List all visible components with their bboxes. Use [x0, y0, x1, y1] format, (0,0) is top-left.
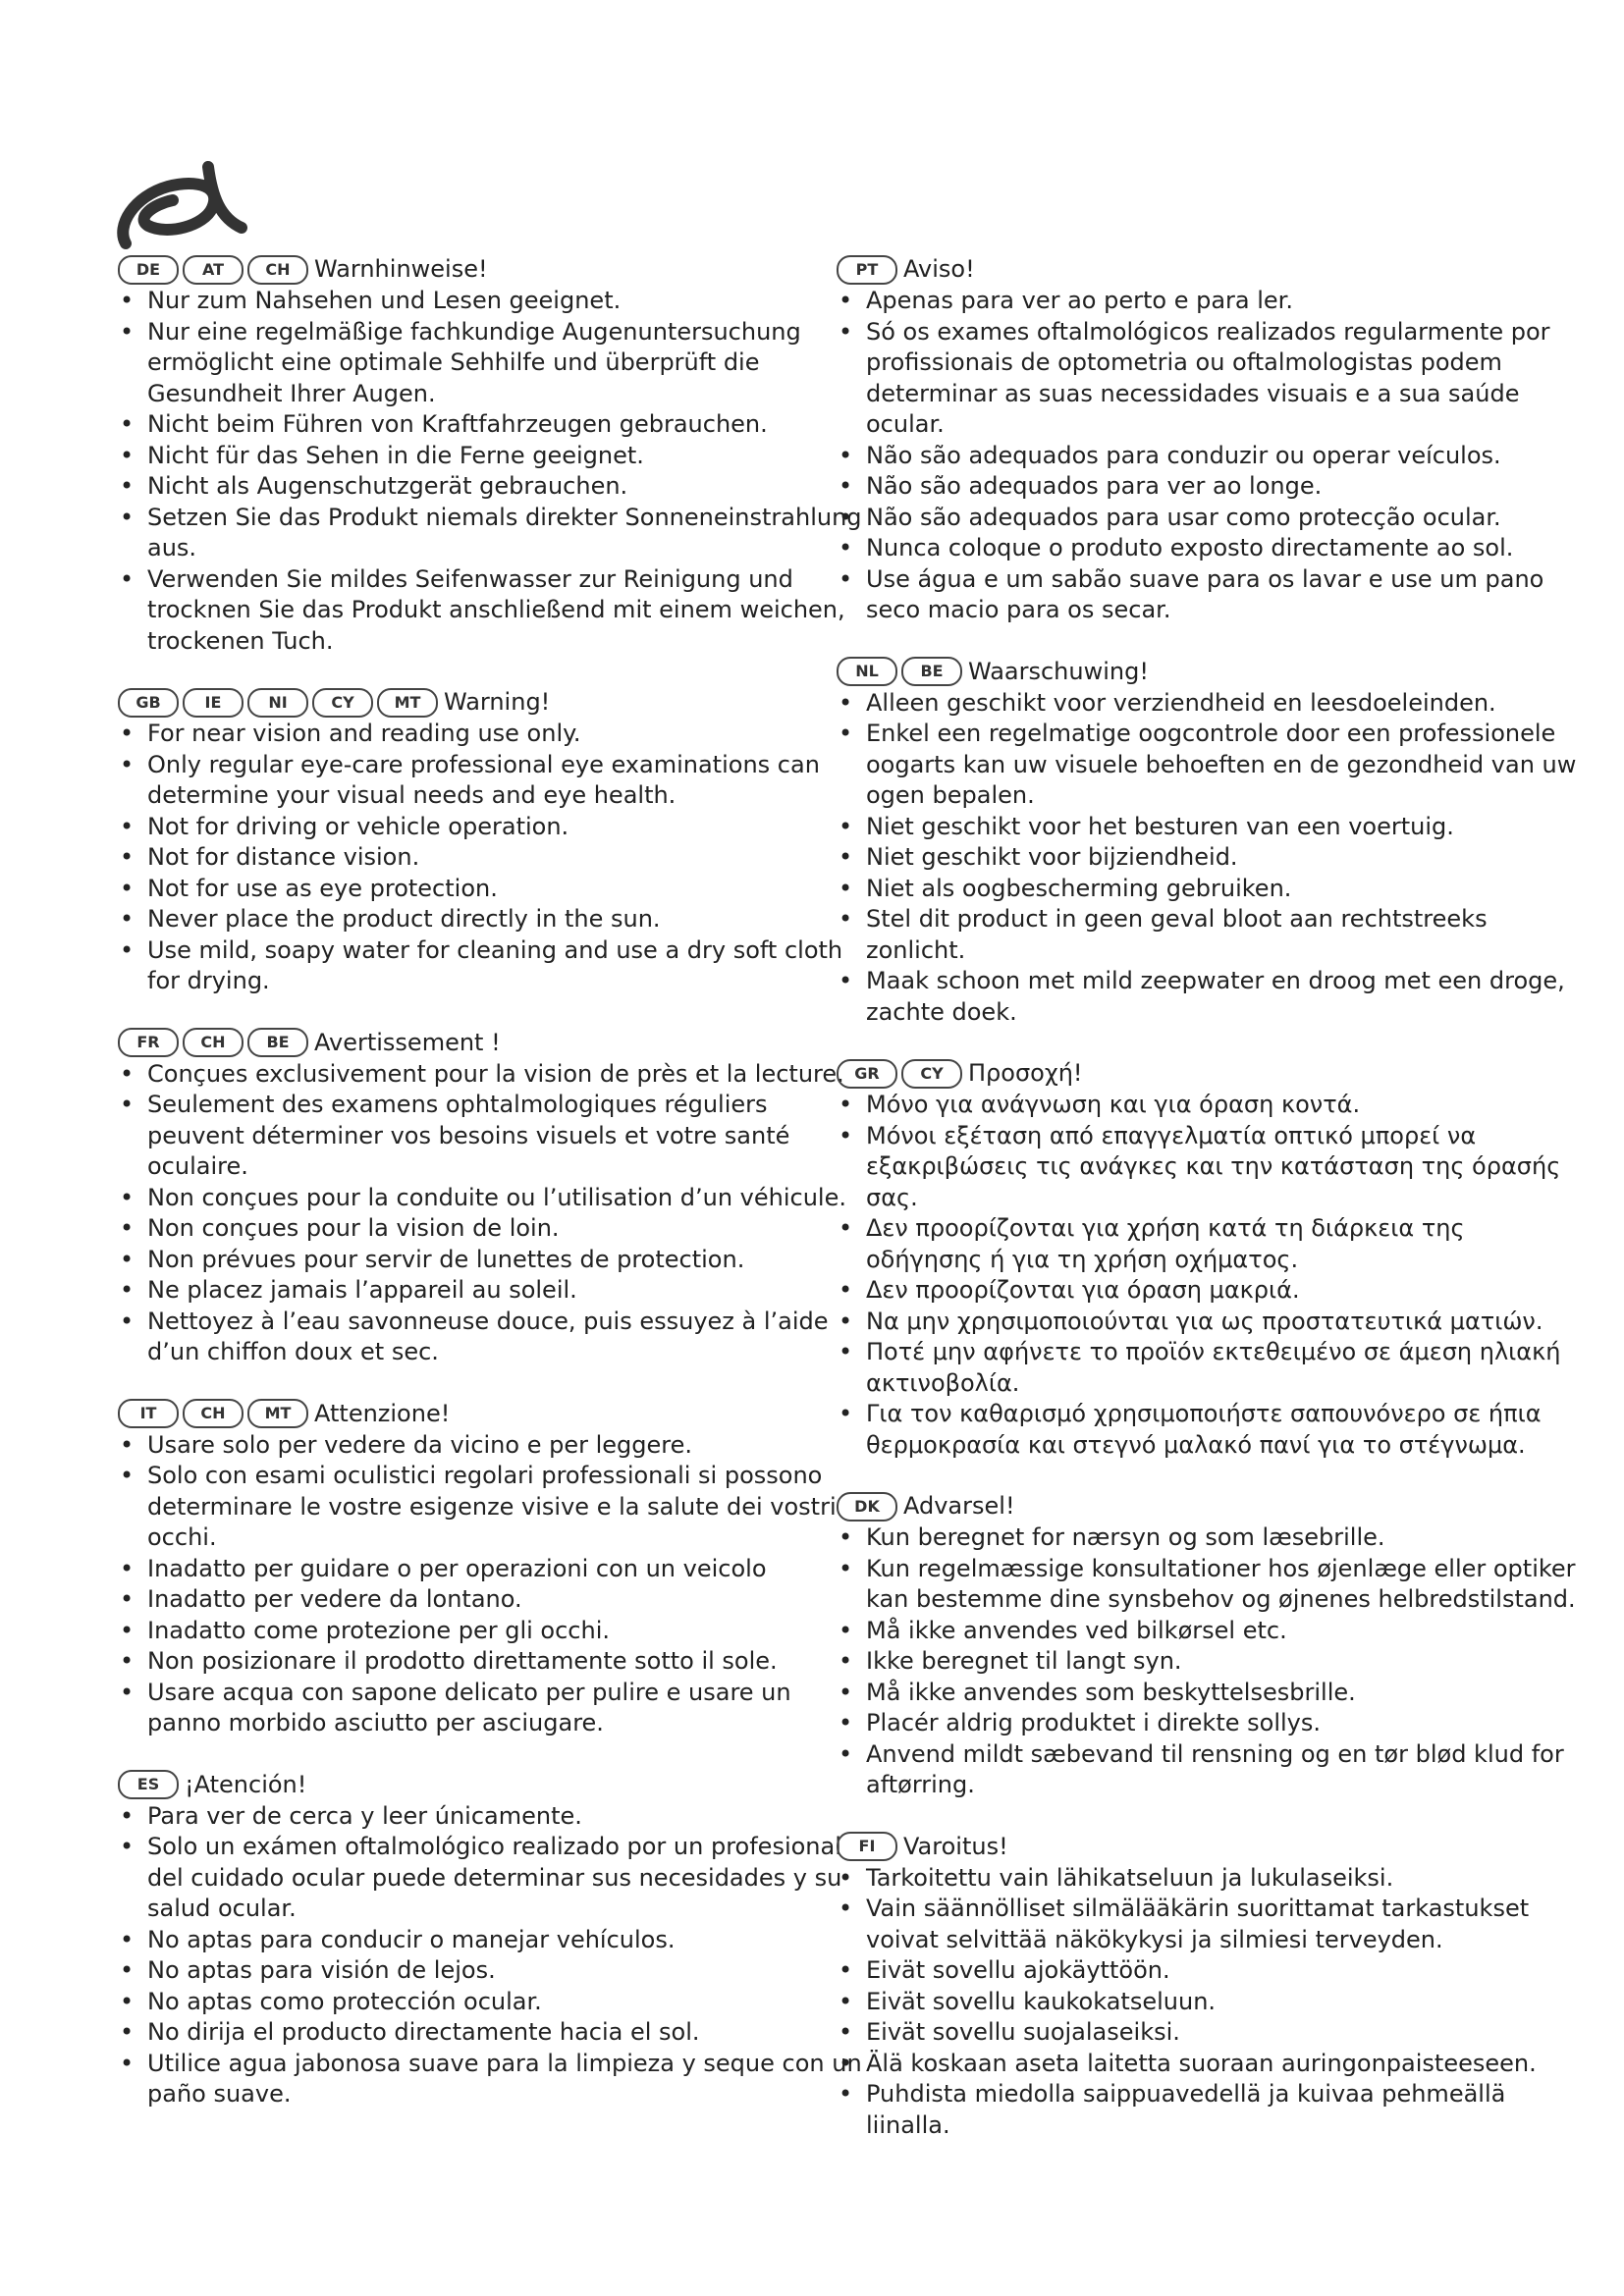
warning-item: • Μόνο για ανάγνωση και για όραση κοντά. — [837, 1090, 1583, 1121]
warning-item: • Δεν προορίζονται για όραση μακριά. — [837, 1275, 1583, 1307]
country-badge: FR — [118, 1028, 179, 1057]
section-heading: Warning! — [444, 688, 551, 716]
warning-item: • For near vision and reading use only. — [118, 719, 864, 750]
warning-item: • Only regular eye-care professional eye examinations can determine your visual needs and eye health. — [118, 750, 864, 812]
warning-section-es — [118, 1769, 864, 2110]
country-badges — [837, 1832, 897, 1861]
warning-section-de — [118, 253, 864, 657]
warning-list — [837, 688, 1583, 1029]
warning-item: • Μόνοι εξέταση από επαγγελματία οπτικό μπορεί να εξακριβώσεις τις ανάγκες και την κατάσταση της όρασής σας. — [837, 1121, 1583, 1214]
country-badge: IE — [183, 688, 244, 718]
warning-item: • Anvend mildt sæbevand til rensning og en tør blød klud for aftørring. — [837, 1739, 1583, 1801]
country-badge: FI — [837, 1832, 897, 1861]
country-badges — [118, 1399, 308, 1428]
section-heading: Attenzione! — [314, 1399, 451, 1427]
country-badge: MT — [247, 1399, 308, 1428]
warning-item: • Nunca coloque o produto exposto directamente ao sol. — [837, 533, 1583, 564]
country-badge: DE — [118, 255, 179, 285]
warning-item: • Placér aldrig produktet i direkte sollys. — [837, 1708, 1583, 1739]
warning-item: • Inadatto per vedere da lontano. — [118, 1584, 864, 1616]
country-badges — [118, 1770, 179, 1799]
section-header — [118, 1769, 864, 1801]
warning-item: • Not for use as eye protection. — [118, 874, 864, 905]
warning-item: • Stel dit product in geen geval bloot aan rechtstreeks zonlicht. — [837, 904, 1583, 966]
country-badge: BE — [247, 1028, 308, 1057]
country-badge: IT — [118, 1399, 179, 1428]
warning-item: • Non conçues pour la vision de loin. — [118, 1213, 864, 1245]
warning-item: • No dirija el producto directamente hacia el sol. — [118, 2017, 864, 2049]
warning-item: • Να μην χρησιμοποιούνται για ως προστατευτικά ματιών. — [837, 1307, 1583, 1338]
country-badge: NI — [247, 688, 308, 718]
brand-logo-icon — [114, 157, 251, 255]
warning-item: • Solo un exámen oftalmológico realizado por un profesional del cuidado ocular puede determinar sus necesidades y su salud ocular. — [118, 1832, 864, 1925]
section-heading: Warnhinweise! — [314, 255, 488, 283]
warning-list — [837, 1863, 1583, 2142]
warning-item: • Use água e um sabão suave para os lavar e use um pano seco macio para os secar. — [837, 564, 1583, 626]
warning-item: • Not for distance vision. — [118, 842, 864, 874]
warning-item: • Må ikke anvendes ved bilkørsel etc. — [837, 1616, 1583, 1647]
warning-item: • No aptas para conducir o manejar vehículos. — [118, 1925, 864, 1956]
warning-item: • Maak schoon met mild zeepwater en droog met een droge, zachte doek. — [837, 966, 1583, 1028]
warning-item: • Vain säännölliset silmälääkärin suorittamat tarkastukset voivat selvittää näkökykysi ja silmiesi terveyden. — [837, 1894, 1583, 1955]
warning-item: • Não são adequados para ver ao longe. — [837, 471, 1583, 503]
country-badge: MT — [377, 688, 438, 718]
warning-item: • Eivät sovellu kaukokatseluun. — [837, 1987, 1583, 2018]
warning-item: • Kun beregnet for nærsyn og som læsebrille. — [837, 1522, 1583, 1554]
country-badges — [837, 255, 897, 285]
warning-item: • Alleen geschikt voor verziendheid en leesdoeleinden. — [837, 688, 1583, 720]
warning-item: • Niet geschikt voor bijziendheid. — [837, 842, 1583, 874]
warning-list — [837, 286, 1583, 626]
warning-item: • No aptas como protección ocular. — [118, 1987, 864, 2018]
warning-section-dk — [837, 1490, 1583, 1801]
left-column — [118, 253, 864, 2110]
warning-section-pt — [837, 253, 1583, 626]
warning-list — [118, 286, 864, 657]
country-badge: CH — [247, 255, 308, 285]
warning-item: • Enkel een regelmatige oogcontrole door een professionele oogarts kan uw visuele behoeften en de gezondheid van uw ogen bepalen. — [837, 719, 1583, 812]
warning-list — [118, 719, 864, 997]
warning-section-fi — [837, 1831, 1583, 2142]
warning-item: • Ikke beregnet til langt syn. — [837, 1646, 1583, 1678]
warning-item: • Inadatto come protezione per gli occhi. — [118, 1616, 864, 1647]
section-header — [837, 253, 1583, 286]
country-badge: GR — [837, 1059, 897, 1089]
section-header — [118, 253, 864, 286]
warning-item: • Niet als oogbescherming gebruiken. — [837, 874, 1583, 905]
warning-item: • Nur zum Nahsehen und Lesen geeignet. — [118, 286, 864, 317]
warning-item: • Apenas para ver ao perto e para ler. — [837, 286, 1583, 317]
warning-item: • Non conçues pour la conduite ou l’utilisation d’un véhicule. — [118, 1183, 864, 1214]
section-heading: Προσοχή! — [968, 1059, 1083, 1087]
warning-item: • Solo con esami oculistici regolari professionali si possono determinare le vostre esigenze visive e la salute dei vostri occhi. — [118, 1461, 864, 1554]
country-badges — [837, 657, 962, 686]
warning-item: • Niet geschikt voor het besturen van een voertuig. — [837, 812, 1583, 843]
country-badge: ES — [118, 1770, 179, 1799]
country-badges — [118, 1028, 308, 1057]
warning-item: • Seulement des examens ophtalmologiques réguliers peuvent déterminer vos besoins visuels et votre santé oculaire. — [118, 1090, 864, 1183]
country-badge: NL — [837, 657, 897, 686]
warning-item: • Para ver de cerca y leer únicamente. — [118, 1801, 864, 1833]
country-badge: CH — [183, 1028, 244, 1057]
section-header — [837, 1057, 1583, 1090]
warning-item: • Nettoyez à l’eau savonneuse douce, puis essuyez à l’aide d’un chiffon doux et sec. — [118, 1307, 864, 1368]
country-badges — [837, 1492, 897, 1522]
section-heading: ¡Atención! — [185, 1770, 307, 1798]
country-badge: CH — [183, 1399, 244, 1428]
warning-section-it — [118, 1398, 864, 1739]
warning-item: • Não são adequados para usar como protecção ocular. — [837, 503, 1583, 534]
warning-item: • Eivät sovellu ajokäyttöön. — [837, 1955, 1583, 1987]
warning-list — [118, 1430, 864, 1739]
warning-section-gb — [118, 686, 864, 997]
warning-item: • Eivät sovellu suojalaseiksi. — [837, 2017, 1583, 2049]
warning-item: • Puhdista miedolla saippuavedellä ja kuivaa pehmeällä liinalla. — [837, 2079, 1583, 2141]
warning-item: • Never place the product directly in the sun. — [118, 904, 864, 935]
warning-item: • Nur eine regelmäßige fachkundige Augenuntersuchung ermöglicht eine optimale Sehhilfe und überprüft die Gesundheit Ihrer Augen. — [118, 317, 864, 410]
country-badge: PT — [837, 255, 897, 285]
warning-item: • No aptas para visión de lejos. — [118, 1955, 864, 1987]
country-badge: CY — [901, 1059, 962, 1089]
country-badge: DK — [837, 1492, 897, 1522]
country-badge: AT — [183, 255, 244, 285]
warning-item: • Setzen Sie das Produkt niemals direkter Sonneneinstrahlung aus. — [118, 503, 864, 564]
warning-item: • Må ikke anvendes som beskyttelsesbrille. — [837, 1678, 1583, 1709]
warning-item: • Tarkoitettu vain lähikatseluun ja lukulaseiksi. — [837, 1863, 1583, 1895]
warning-item: • Utilice agua jabonosa suave para la limpieza y seque con un paño suave. — [118, 2049, 864, 2110]
section-header — [118, 1027, 864, 1059]
warning-item: • Usare acqua con sapone delicato per pulire e usare un panno morbido asciutto per asciugare. — [118, 1678, 864, 1739]
warning-item: • Use mild, soapy water for cleaning and use a dry soft cloth for drying. — [118, 935, 864, 997]
warning-item: • Nicht beim Führen von Kraftfahrzeugen gebrauchen. — [118, 409, 864, 441]
warning-section-gr — [837, 1057, 1583, 1461]
warning-item: • Non posizionare il prodotto direttamente sotto il sole. — [118, 1646, 864, 1678]
country-badge: GB — [118, 688, 179, 718]
country-badges — [118, 255, 308, 285]
section-header — [118, 686, 864, 719]
warning-item: • Älä koskaan aseta laitetta suoraan auringonpaisteeseen. — [837, 2049, 1583, 2080]
warning-section-fr — [118, 1027, 864, 1368]
warning-item: • Inadatto per guidare o per operazioni con un veicolo — [118, 1554, 864, 1585]
section-heading: Aviso! — [903, 255, 975, 283]
section-header — [837, 1831, 1583, 1863]
section-header — [837, 656, 1583, 688]
warning-item: • Conçues exclusivement pour la vision de près et la lecture. — [118, 1059, 864, 1091]
warning-item: • Non prévues pour servir de lunettes de protection. — [118, 1245, 864, 1276]
country-badge: CY — [312, 688, 373, 718]
warning-item: • Not for driving or vehicle operation. — [118, 812, 864, 843]
country-badge: BE — [901, 657, 962, 686]
warning-list — [118, 1059, 864, 1368]
warning-item: • Verwenden Sie mildes Seifenwasser zur Reinigung und trocknen Sie das Produkt anschließend mit einem weichen, trockenen Tuch. — [118, 564, 864, 658]
warning-item: • Kun regelmæssige konsultationer hos øjenlæge eller optiker kan bestemme dine synsbehov og øjnenes helbredstilstand. — [837, 1554, 1583, 1616]
warning-item: • Nicht für das Sehen in die Ferne geeignet. — [118, 441, 864, 472]
section-heading: Varoitus! — [903, 1832, 1008, 1860]
warning-item: • Usare solo per vedere da vicino e per leggere. — [118, 1430, 864, 1462]
warning-item: • Só os exames oftalmológicos realizados regularmente por profissionais de optometria ou oftalmologistas podem determinar as suas necessidades visuais e a sua saúde ocular. — [837, 317, 1583, 441]
warning-list — [118, 1801, 864, 2110]
warning-item: • Nicht als Augenschutzgerät gebrauchen. — [118, 471, 864, 503]
section-heading: Waarschuwing! — [968, 657, 1149, 685]
warning-list — [837, 1522, 1583, 1801]
right-column — [837, 253, 1583, 2141]
section-header — [118, 1398, 864, 1430]
section-header — [837, 1490, 1583, 1522]
warning-section-nl — [837, 656, 1583, 1029]
section-heading: Advarsel! — [903, 1492, 1015, 1520]
warning-item: • Για τον καθαρισμό χρησιμοποιήστε σαπουνόνερο σε ήπια θερμοκρασία και στεγνό μαλακό πανί για το στέγνωμα. — [837, 1399, 1583, 1461]
section-heading: Avertissement ! — [314, 1028, 501, 1056]
warning-item: • Ne placez jamais l’appareil au soleil. — [118, 1275, 864, 1307]
country-badges — [837, 1059, 962, 1089]
warning-item: • Não são adequados para conduzir ou operar veículos. — [837, 441, 1583, 472]
warning-item: • Ποτέ μην αφήνετε το προϊόν εκτεθειμένο σε άμεση ηλιακή ακτινοβολία. — [837, 1337, 1583, 1399]
country-badges — [118, 688, 438, 718]
warning-list — [837, 1090, 1583, 1461]
warning-item: • Δεν προορίζονται για χρήση κατά τη διάρκεια της οδήγησης ή για τη χρήση οχήματος. — [837, 1213, 1583, 1275]
